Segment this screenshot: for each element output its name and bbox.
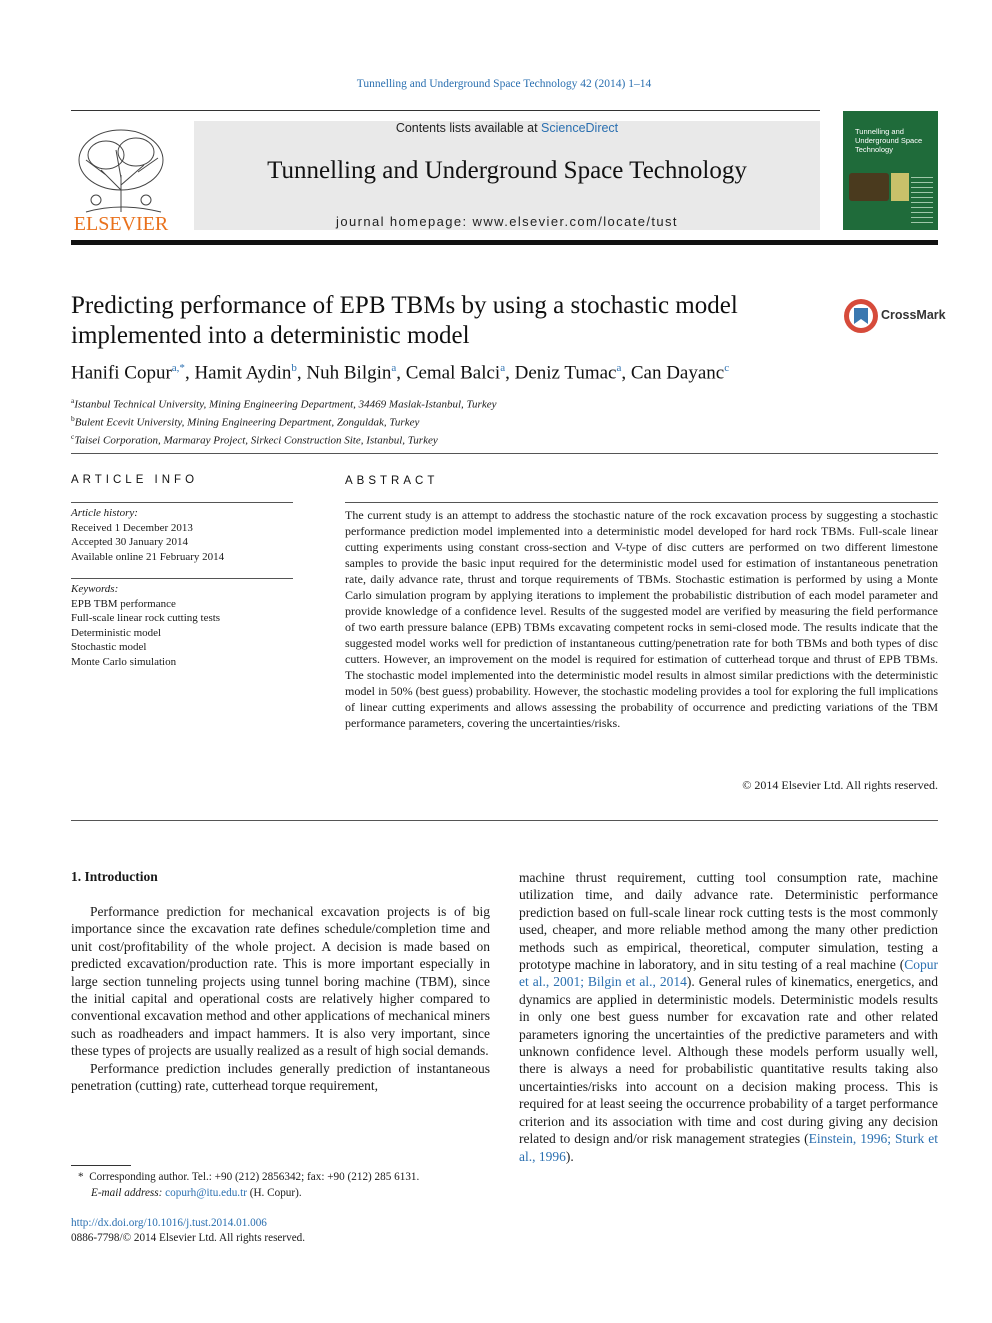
- info-rule: [71, 578, 293, 579]
- journal-citation[interactable]: Tunnelling and Underground Space Technology 42 (2014) 1–14: [356, 78, 652, 90]
- section-heading-introduction: 1. Introduction: [71, 869, 158, 884]
- journal-title: Tunnelling and Underground Space Technology: [267, 157, 747, 184]
- crossmark-label: CrossMark: [881, 308, 946, 322]
- elsevier-logo: [66, 120, 176, 235]
- author-affil-mark[interactable]: a: [616, 362, 622, 374]
- footnote-mark: *: [78, 1171, 84, 1183]
- author-affil-mark[interactable]: a: [500, 362, 506, 374]
- body-column-right: [519, 869, 938, 1165]
- keywords: [71, 582, 293, 669]
- homepage-prefix: journal homepage:: [336, 214, 473, 229]
- cover-title: Tunnelling and Underground Space Technology: [855, 127, 923, 154]
- author: Cemal Balci: [405, 362, 501, 384]
- sciencedirect-link[interactable]: ScienceDirect: [541, 121, 619, 135]
- history-online: Available online 21 February 2014: [71, 550, 225, 563]
- body-column-left: [71, 903, 490, 1094]
- abstract-rule: [345, 502, 938, 503]
- abstract-copyright: © 2014 Elsevier Ltd. All rights reserved.: [742, 778, 938, 792]
- article-title: Predicting performance of EPB TBMs by using a stochastic model implemented into a deterministic model: [71, 292, 738, 349]
- homepage-url[interactable]: www.elsevier.com/locate/tust: [472, 214, 678, 229]
- reference-link[interactable]: Einstein, 1996; Sturk et al., 1996: [519, 1131, 938, 1164]
- crossmark-badge[interactable]: [843, 296, 946, 336]
- header-thick-rule: [71, 240, 938, 245]
- elsevier-tree-icon: [66, 120, 176, 235]
- keywords-label: Keywords:: [71, 583, 119, 595]
- body-paragraph: Performance prediction for mechanical excavation projects is of big importance since the excavation rate defines schedule/completion time and unit cost/profitability of the whole project. A decision is made based on predicted excavation/production rate. This is more important especially in large section tunneling projects using tunnel boring machine (TBM), since the initial capital and operational costs are relatively higher compared to conventional excavation method and other applications of mechanical miners such as roadheaders and impact hammers. It is also very important, since these types of projects are usually realized as a result of high social demands.: [71, 904, 490, 1059]
- author: Can Dayanc: [630, 362, 725, 384]
- article-history: [71, 506, 293, 564]
- contents-line: [194, 121, 820, 135]
- footnote-rule: [71, 1165, 131, 1166]
- affiliation: $^c$Taisei Corporation, Marmaray Project, Sirkeci Construction Site, Istanbul, Turkey: [71, 432, 438, 447]
- author: Hanifi Copur: [71, 362, 172, 384]
- author: Nuh Bilgin: [306, 362, 392, 384]
- journal-cover-thumbnail[interactable]: [843, 111, 938, 230]
- keyword: Monte Carlo simulation: [71, 655, 177, 668]
- author: Deniz Tumac: [514, 362, 617, 384]
- history-label: Article history:: [71, 507, 138, 519]
- body-paragraph: Performance prediction includes generally prediction of instantaneous penetration (cutting) rate, cutterhead torque requirement,: [71, 1060, 490, 1094]
- doi-link[interactable]: http://dx.doi.org/10.1016/j.tust.2014.01.006: [71, 1217, 267, 1229]
- author-affil-mark[interactable]: a: [391, 362, 397, 374]
- affiliation: $^a$Istanbul Technical University, Mining Engineering Department, 34469 Maslak-Istanbul, Turkey: [71, 396, 497, 411]
- author-affil-mark[interactable]: a,*: [171, 362, 185, 374]
- crossmark-icon: [843, 298, 879, 334]
- section-rule: [71, 453, 938, 454]
- affiliation: $^b$Bulent Ecevit University, Mining Engineering Department, Zonguldak, Turkey: [71, 414, 420, 429]
- journal-homepage: [194, 214, 820, 229]
- cover-photo-2: [891, 173, 909, 201]
- doi-block: [71, 1216, 305, 1245]
- email-link[interactable]: copurh@itu.edu.tr: [165, 1187, 247, 1199]
- article-info-heading: ARTICLE INFO: [71, 474, 199, 486]
- abstract-text: The current study is an attempt to address the stochastic nature of the rock excavation process by suggesting a stochastic performance prediction model implemented into a deterministic model developed for hard rock TBMs. Full-scale linear cutting experiments using constant cross-section and V-type of disc cutters are performed on two different limestone samples to provide the basic input required for the deterministic model used for estimation of instantaneous penetration rate, daily advance rate, thrust and torque requirements of TBMs. Stochastic estimation is performed by using a Monte Carlo simulation program by applying iterations to implement the probabilistic distribution of each model parameter and provide knowledge of a confidence level. Results of the suggested model are verified by measuring the field performance of two earth pressure balance (EPB) TBMs excavating competent rocks in semi-closed mode. The results indicate that the suggested model works well for prediction of instantaneous cutting/penetration rate for both TBMs and both types of disc cutters. However, an improvement on the model is required for estimation of cutterhead torque and thrust of EPB TBMs. The stochastic model implemented into the deterministic model results in almost similar predictions with the deterministic model in 50% (best guess) probability. However, the stochastic modeling provides a tool for exploring the full implications of linear cutting experiments and allows assessing the probability of occurrence and predicting variations of the TBM performance parameters, covering the uncertainties/risks.: [345, 508, 938, 730]
- author-affil-mark[interactable]: c: [724, 362, 730, 374]
- affiliations: [71, 394, 771, 448]
- keyword: EPB TBM performance: [71, 597, 176, 610]
- author: Hamit Aydin: [194, 362, 292, 384]
- email-label: E-mail address:: [91, 1187, 166, 1199]
- cover-toc-lines: [911, 173, 933, 223]
- abstract-heading: ABSTRACT: [345, 475, 439, 487]
- author-list: Hanifi Copur$^{a,*}$, Hamit Aydin$^b$, Nuh Bilgin$^a$, Cemal Balci$^a$, Deniz Tumac$^a$, Can Dayanc$^c$: [71, 362, 730, 384]
- contents-prefix: Contents lists available at: [395, 121, 542, 135]
- publisher-name: ELSEVIER: [73, 213, 169, 235]
- footnote: * Corresponding author. Tel.: +90 (212) 2856342; fax: +90 (212) 285 6131. E-mail address: copurh@itu.edu.tr (H. Copur).: [78, 1171, 420, 1199]
- reference-link[interactable]: Copur et al., 2001; Bilgin et al., 2014: [519, 957, 938, 990]
- author-affil-mark[interactable]: b: [291, 362, 297, 374]
- corresponding-author: Corresponding author. Tel.: +90 (212) 2856342; fax: +90 (212) 285 6131.: [89, 1171, 420, 1183]
- cover-photo-1: [849, 173, 889, 201]
- history-accepted: Accepted 30 January 2014: [71, 536, 188, 548]
- issn-copyright: 0886-7798/© 2014 Elsevier Ltd. All rights reserved.: [71, 1231, 306, 1244]
- header-rule: [71, 110, 820, 111]
- keyword: Deterministic model: [71, 626, 162, 639]
- keyword: Full-scale linear rock cutting tests: [71, 612, 221, 624]
- history-received: Received 1 December 2013: [71, 521, 193, 534]
- body-paragraph: machine thrust requirement, cutting tool consumption rate, machine utilization time, and daily advance rate. Deterministic performance prediction based on full-scale linear rock cutting tests is the most commonly used, cheaper, and more reliable method among the many other prediction methods such as empirical, theoretical, computer simulation, testing a prototype machine in laboratory, and in situ testing of a real machine (Copur et al., 2001; Bilgin et al., 2014). General rules of kinematics, energetics, and dynamics are applied in deterministic models. Deterministic models results in only one best guess number for excavation rate and other related parameters ignoring the uncertainties of the predictive parameters and with unknown confidence level. Although these models perform usually well, there is always a need for probabilistic quantitative results taking also uncertainties/risks into account on a decision making process. This is required for at least seeing the occurrence probability of a target performance criterion and its association with time and cost during giving any decision related to design and/or risk management strategies (Einstein, 1996; Sturk et al., 1996).: [519, 870, 939, 1164]
- section-rule: [71, 820, 938, 821]
- info-rule: [71, 502, 293, 503]
- keyword: Stochastic model: [71, 641, 147, 653]
